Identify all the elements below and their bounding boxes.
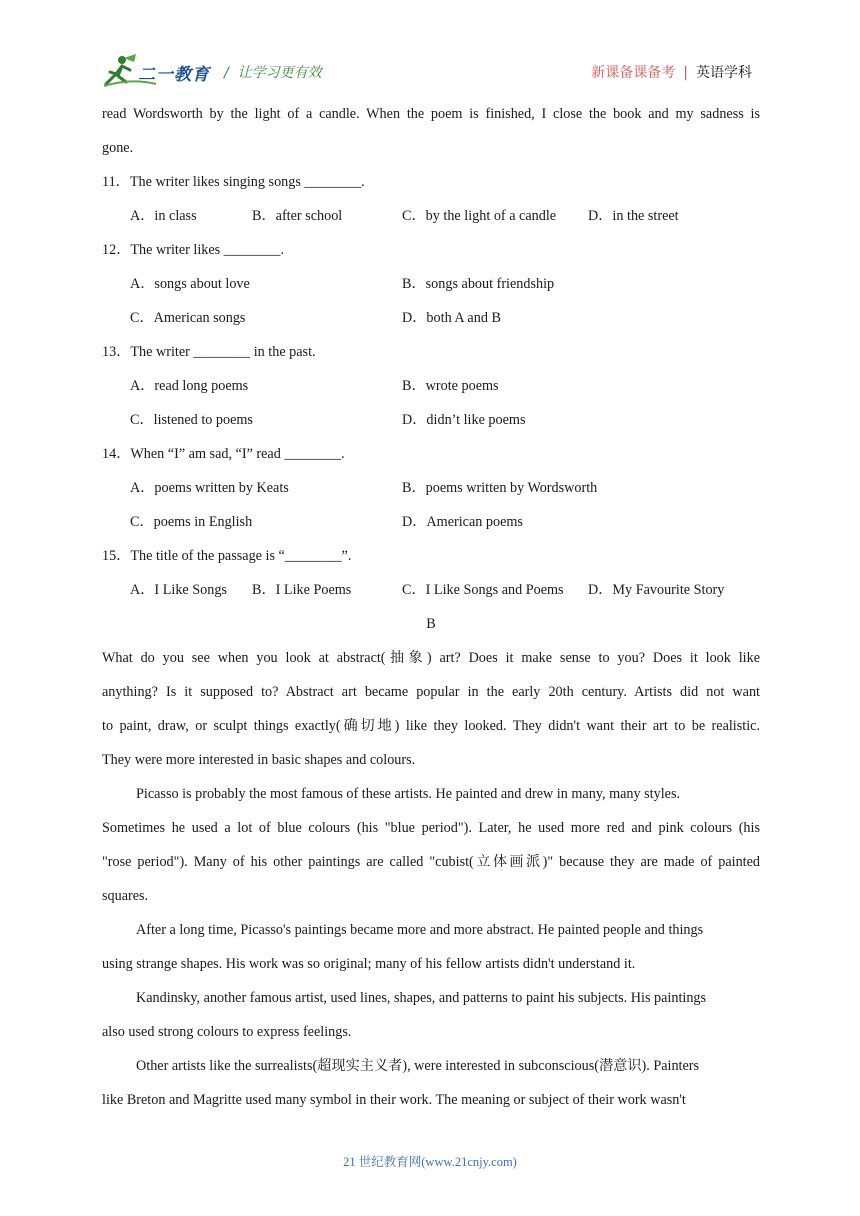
passage-a-line: read Wordsworth by the light of a candle. When the poem is finished, I close the book and my sadness is bbox=[102, 106, 760, 122]
section-heading-b: B bbox=[426, 616, 436, 632]
question-14 bbox=[102, 437, 760, 539]
paragraph-line: Picasso is probably the most famous of these artists. He painted and drew in many, many styles. bbox=[136, 786, 681, 802]
option-d: D．in the street bbox=[588, 208, 679, 224]
option-a: A．in class bbox=[130, 208, 197, 224]
paragraph-line: "rose period"). Many of his other paintings are called "cubist(立体画派)" because they are made of painted bbox=[102, 854, 760, 870]
paragraph-line: squares. bbox=[102, 888, 149, 904]
option-b: B．I Like Poems bbox=[252, 582, 352, 598]
paragraph-line: They were more interested in basic shapes and colours. bbox=[102, 752, 416, 768]
option-a: A．I Like Songs bbox=[130, 582, 227, 598]
option-d: D．My Favourite Story bbox=[588, 582, 725, 598]
header-subject-label: 英语学科 bbox=[696, 65, 752, 81]
question-stem: 12．The writer likes ________. bbox=[102, 242, 285, 258]
paragraph-line: like Breton and Magritte used many symbol in their work. The meaning or subject of their work wasn't bbox=[102, 1092, 686, 1108]
question-options bbox=[102, 199, 760, 233]
question-options bbox=[102, 505, 760, 539]
paragraph-line: What do you see when you look at abstract(抽象) art? Does it make sense to you? Does it look like bbox=[102, 650, 760, 666]
question-options bbox=[102, 471, 760, 505]
question-13 bbox=[102, 335, 760, 437]
option-d: D．American poems bbox=[402, 514, 523, 530]
page-header bbox=[100, 52, 760, 92]
question-options bbox=[102, 573, 760, 607]
question-options bbox=[102, 369, 760, 403]
question-11 bbox=[102, 165, 760, 233]
paragraph-line: After a long time, Picasso's paintings became more and more abstract. He painted people and things bbox=[136, 922, 704, 938]
option-d: D．both A and B bbox=[402, 310, 501, 326]
option-a: A．poems written by Keats bbox=[130, 480, 289, 496]
question-stem: 14．When “I” am sad, “I” read ________. bbox=[102, 446, 345, 462]
paragraph-line: anything? Is it supposed to? Abstract art became popular in the early 20th century. Artists did not want bbox=[102, 684, 760, 700]
paragraph-line: Other artists like the surrealists(超现实主义者), were interested in subconscious(潜意识). Painters bbox=[136, 1058, 700, 1074]
header-slogan: / 让学习更有效 bbox=[224, 65, 322, 81]
passage-a-line: gone. bbox=[102, 140, 134, 156]
header-subject bbox=[591, 62, 752, 82]
passage-b bbox=[102, 641, 760, 1117]
question-options bbox=[102, 301, 760, 335]
question-stem: 13．The writer ________ in the past. bbox=[102, 344, 316, 360]
option-c: C．listened to poems bbox=[130, 412, 253, 428]
option-d: D．didn’t like poems bbox=[402, 412, 526, 428]
page-footer: 21 世纪教育网(www.21cnjy.com) bbox=[343, 1155, 517, 1169]
header-separator: | bbox=[683, 65, 688, 81]
option-b: B．wrote poems bbox=[402, 378, 499, 394]
paragraph-line: also used strong colours to express feelings. bbox=[102, 1024, 352, 1040]
question-options bbox=[102, 403, 760, 437]
header-course-label: 新课备课备考 bbox=[591, 65, 676, 81]
option-c: C．poems in English bbox=[130, 514, 253, 530]
option-c: C．I Like Songs and Poems bbox=[402, 582, 564, 598]
question-15 bbox=[102, 539, 760, 607]
option-a: A．read long poems bbox=[130, 378, 249, 394]
paragraph-line: to paint, draw, or sculpt things exactly(确切地) like they looked. They didn't want their art to be realistic. bbox=[102, 718, 760, 734]
question-options bbox=[102, 267, 760, 301]
paragraph-line: Kandinsky, another famous artist, used lines, shapes, and patterns to paint his subjects. His paintings bbox=[136, 990, 707, 1006]
option-b: B．after school bbox=[252, 208, 343, 224]
paragraph-line: using strange shapes. His work was so original; many of his fellow artists didn't understand it. bbox=[102, 956, 636, 972]
option-b: B．poems written by Wordsworth bbox=[402, 480, 598, 496]
document-body bbox=[102, 97, 760, 1117]
option-b: B．songs about friendship bbox=[402, 276, 555, 292]
option-a: A．songs about love bbox=[130, 276, 250, 292]
option-c: C．American songs bbox=[130, 310, 246, 326]
option-c: C．by the light of a candle bbox=[402, 208, 557, 224]
logo-text: 二一教育 bbox=[138, 65, 210, 85]
question-stem: 11．The writer likes singing songs ________. bbox=[102, 174, 365, 190]
question-stem: 15．The title of the passage is “________”. bbox=[102, 548, 352, 564]
paragraph-line: Sometimes he used a lot of blue colours (his "blue period"). Later, he used more red and pink colours (his bbox=[102, 820, 760, 836]
question-12 bbox=[102, 233, 760, 335]
